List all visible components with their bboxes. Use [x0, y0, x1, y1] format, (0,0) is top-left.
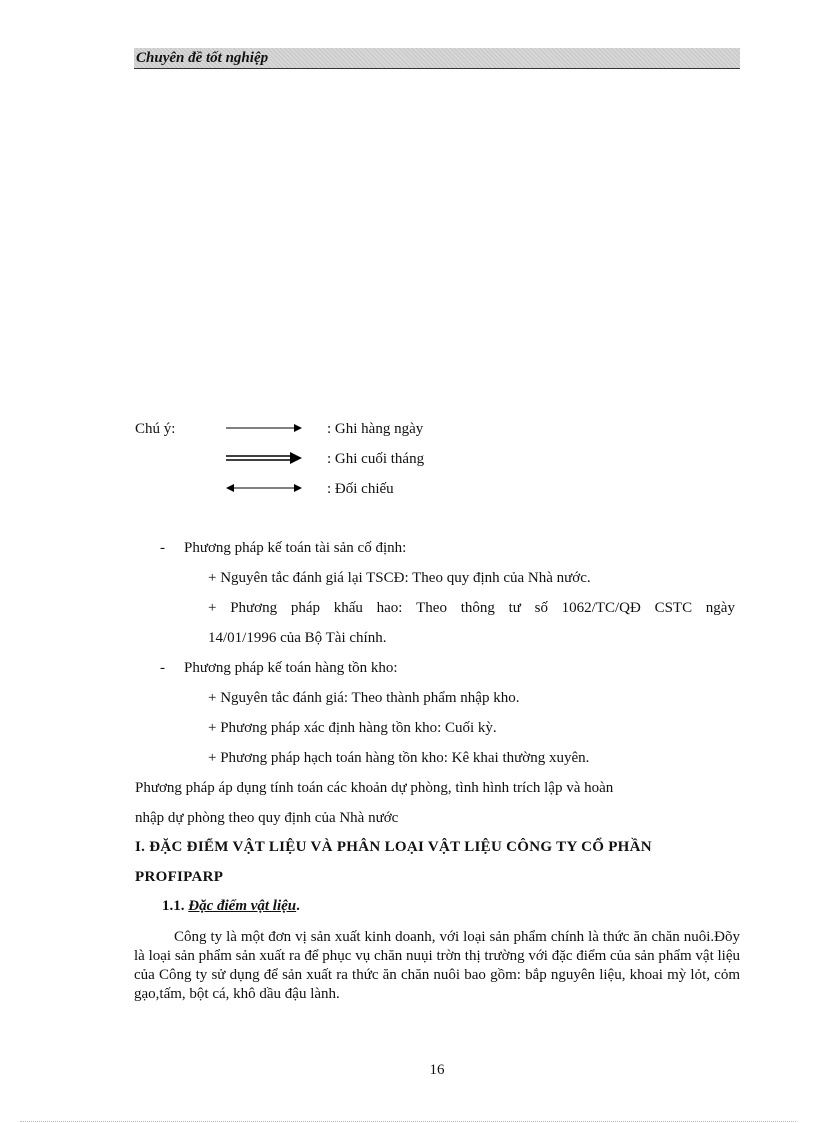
subsection-dot: . [296, 898, 300, 914]
subsection-title: Đặc điểm vật liệu [188, 898, 297, 914]
double-arrow-icon [226, 451, 302, 465]
header-title: Chuyên đề tốt nghiệp [136, 50, 269, 66]
word: ngày [705, 600, 735, 616]
word: Theo [416, 600, 447, 616]
word: 1062/TC/QĐ [561, 600, 641, 616]
bullet-dash: - [160, 660, 165, 676]
legend-text-monthly: : Ghi cuối tháng [327, 451, 425, 467]
inventory-item-1: + Nguyên tắc đánh giá: Theo thành phẩm nhập kho. [208, 690, 520, 706]
material-paragraph: Công ty là một đơn vị sản xuất kinh doanh, với loại sản phẩm chính là thức ăn chăn nuôi.Đõy là loại sản phẩm sản xuất ra để phục vụ chăn nuụi trờn thị trường với đặc điểm của sản phẩm vật liệu của Công ty sử dụng để sản xuất ra thức ăn chăn nuôi bao gồm: bắp nguyên liệu, khoai mỳ lỏt, cỏm gạo,tấm, bột cá, khô dầu đậu lành. [134, 929, 740, 1002]
legend-text-daily: : Ghi hàng ngày [327, 421, 424, 437]
section-heading-line-2: PROFIPARP [135, 869, 224, 885]
legend-label: Chú ý: [135, 421, 176, 437]
word: thông [460, 600, 495, 616]
page-header [134, 48, 740, 69]
word: + [208, 600, 217, 616]
single-arrow-icon [226, 421, 302, 435]
word: CSTC [654, 600, 693, 616]
page-number: 16 [429, 1062, 445, 1078]
word: khấu [333, 600, 363, 616]
inventory-item-2: + Phương pháp xác định hàng tồn kho: Cuối kỳ. [208, 720, 497, 736]
bidirectional-arrow-icon [226, 481, 302, 495]
fixed-assets-item-1: + Nguyên tắc đánh giá lại TSCĐ: Theo quy định của Nhà nước. [208, 570, 591, 586]
page-edge-divider [20, 1121, 796, 1122]
word: hao: [376, 600, 403, 616]
word: số [534, 600, 548, 616]
fixed-assets-item-2 [208, 599, 735, 617]
bullet-dash: - [160, 540, 165, 556]
subsection-number: 1.1. [162, 898, 185, 914]
word: tư [508, 600, 521, 616]
legend-text-reconcile: : Đối chiếu [327, 481, 394, 497]
inventory-title: Phương pháp kế toán hàng tồn kho: [184, 660, 398, 676]
word: Phương [230, 600, 278, 616]
subsection-heading [162, 897, 300, 915]
fixed-assets-item-2-cont: 14/01/1996 của Bộ Tài chính. [208, 630, 387, 646]
provision-line-1: Phương pháp áp dụng tính toán các khoản dự phòng, tình hình trích lập và hoàn [135, 780, 614, 796]
inventory-item-3: + Phương pháp hạch toán hàng tồn kho: Kê khai thường xuyên. [208, 750, 590, 766]
section-heading-line-1: I. ĐẶC ĐIỂM VẬT LIỆU VÀ PHÂN LOẠI VẬT LIỆU CÔNG TY CỔ PHẦN [135, 839, 652, 855]
provision-line-2: nhập dự phòng theo quy định của Nhà nước [135, 810, 399, 826]
word: pháp [290, 600, 320, 616]
fixed-assets-title: Phương pháp kế toán tài sản cố định: [184, 540, 407, 556]
